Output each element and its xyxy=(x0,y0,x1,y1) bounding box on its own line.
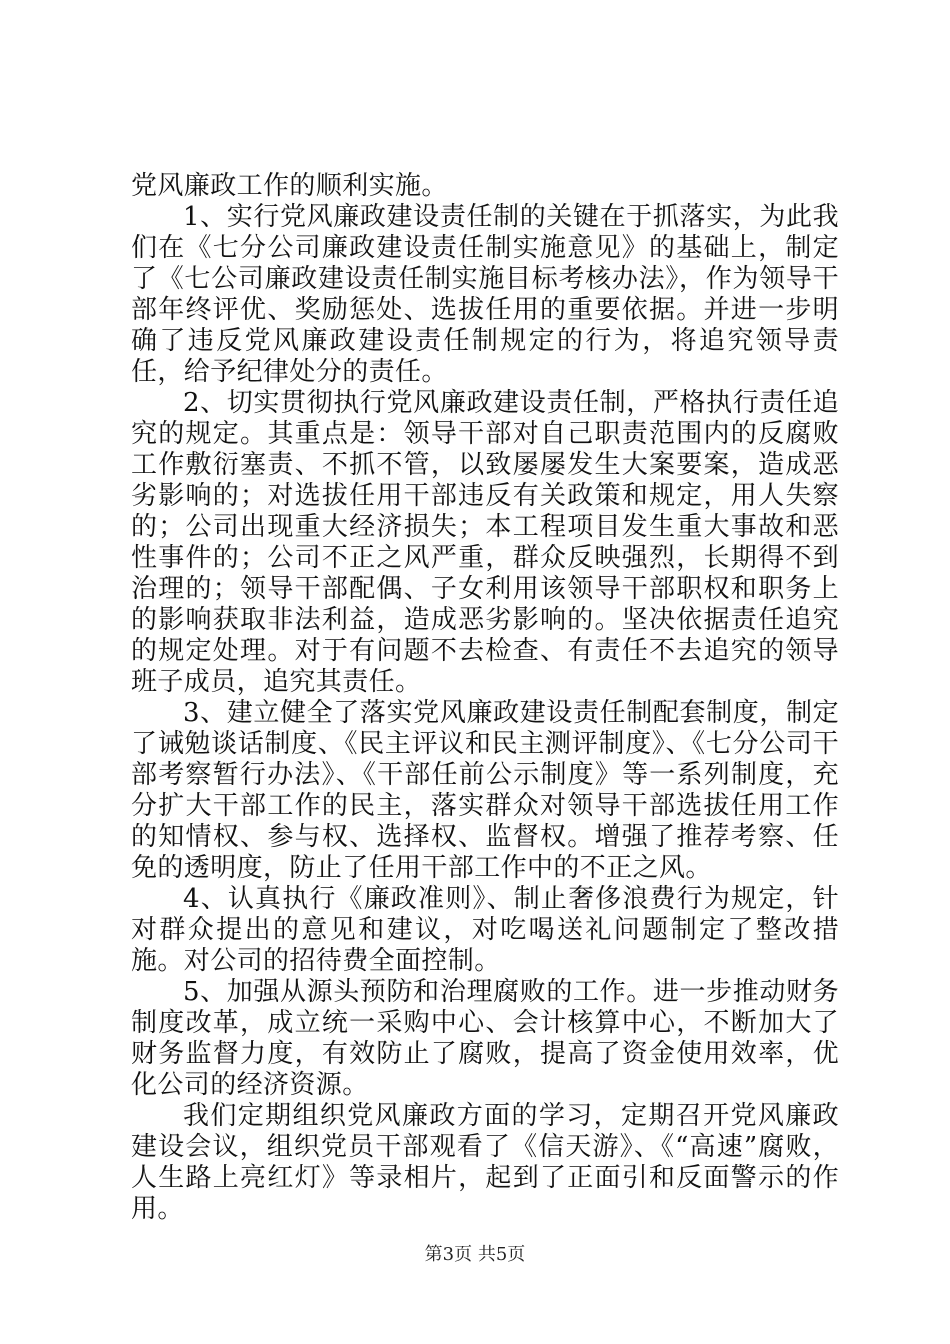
paragraph-item-1: 1、实行党风廉政建设责任制的关键在于抓落实，为此我们在《七分公司廉政建设责任制实施意见》的基础上，制定了《七公司廉政建设责任制实施目标考核办法》，作为领导干部年终评优、奖励惩处、选拔任用的重要依据。并进一步明确了违反党风廉政建设责任制规定的行为，将追究领导责任，给予纪律处分的责任。 xyxy=(131,202,839,387)
paragraph-item-3: 3、建立健全了落实党风廉政建设责任制配套制度，制定了诫勉谈话制度、《民主评议和民主测评制度》、《七分公司干部考察暂行办法》、《干部任前公示制度》等一系列制度，充分扩大干部工作的民主，落实群众对领导干部选拔任用工作的知情权、参与权、选择权、监督权。增强了推荐考察、任免的透明度，防止了任用干部工作中的不正之风。 xyxy=(131,698,839,883)
paragraph-closing: 我们定期组织党风廉政方面的学习，定期召开党风廉政建设会议，组织党员干部观看了《信天游》、《“高速”腐败，人生路上亮红灯》等录相片，起到了正面引和反面警示的作用。 xyxy=(131,1101,839,1224)
page-number-footer: 第3页 共5页 xyxy=(424,1244,526,1265)
paragraph-continuation: 党风廉政工作的顺利实施。 xyxy=(131,171,448,201)
paragraph-item-2: 2、切实贯彻执行党风廉政建设责任制，严格执行责任追究的规定。其重点是：领导干部对自己职责范围内的反腐败工作敷衍塞责、不抓不管，以致屡屡发生大案要案，造成恶劣影响的；对选拔任用干部违反有关政策和规定，用人失察的；公司出现重大经济损失；本工程项目发生重大事故和恶性事件的；公司不正之风严重，群众反映强烈，长期得不到治理的；领导干部配偶、子女利用该领导干部职权和职务上的影响获取非法利益，造成恶劣影响的。坚决依据责任追究的规定处理。对于有问题不去检查、有责任不去追究的领导班子成员，追究其责任。 xyxy=(131,388,839,697)
document-body xyxy=(131,171,839,1225)
paragraph-item-4: 4、认真执行《廉政准则》、制止奢侈浪费行为规定，针对群众提出的意见和建议，对吃喝送礼问题制定了整改措施。对公司的招待费全面控制。 xyxy=(131,884,839,976)
paragraph-item-5: 5、加强从源头预防和治理腐败的工作。进一步推动财务制度改革，成立统一采购中心、会计核算中心，不断加大了财务监督力度，有效防止了腐败，提高了资金使用效率，优化公司的经济资源。 xyxy=(131,977,839,1100)
